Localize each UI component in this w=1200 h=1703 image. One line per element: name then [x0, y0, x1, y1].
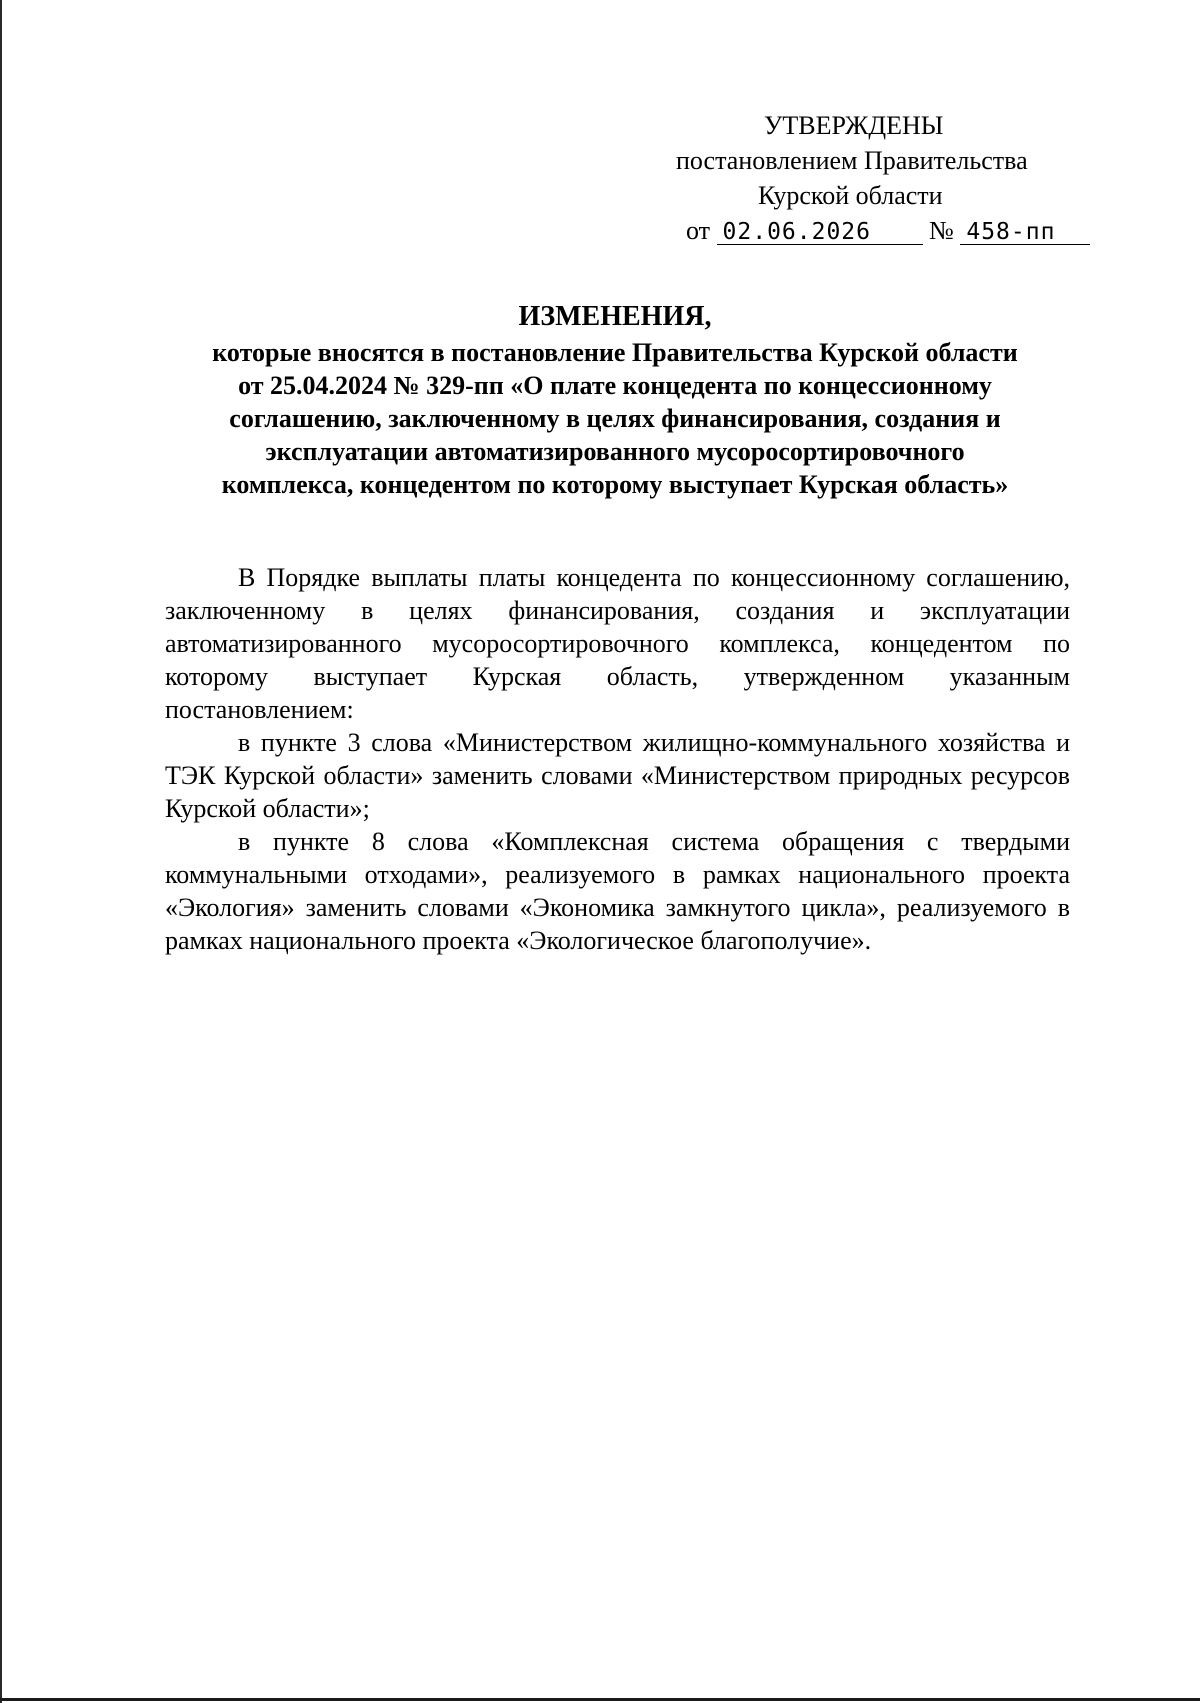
body-paragraph-3: в пункте 8 слова «Комплексная система обращения с твердыми коммунальными отходами», реализуемого в рамках национального проекта «Экология» заменить словами «Экономика замкнутого цикла», реализуемого в рамках национального проекта «Экологическое благополучие». [165, 827, 1070, 955]
decree-date: 02.06.2026 [717, 220, 923, 245]
scan-edge-bottom [0, 1698, 1200, 1701]
number-prefix: № [929, 216, 954, 245]
heading-line-1: которые вносятся в постановление Правительства Курской области [212, 338, 1018, 367]
approval-stamp-block [640, 108, 1100, 248]
heading-line-5: комплекса, концедентом по которому выступает Курская область» [221, 470, 1009, 499]
heading-line-3: соглашению, заключенному в целях финансирования, создания и [229, 404, 1001, 433]
date-prefix: от [686, 216, 711, 245]
heading-title: ИЗМЕНЕНИЯ, [518, 301, 712, 332]
document-heading [165, 300, 1065, 501]
approval-by-line: постановлением Правительства [676, 146, 1028, 175]
heading-line-4: эксплуатации автоматизированного мусоросортировочного [265, 437, 965, 466]
body-paragraph-2: в пункте 3 слова «Министерством жилищно-коммунального хозяйства и ТЭК Курской области» заменить словами «Министерством природных ресурсов Курской области»; [165, 728, 1070, 823]
body-paragraph-1: В Порядке выплаты платы концедента по концессионному соглашению, заключенному в целях финансирования, создания и эксплуатации автоматизированного мусоросортировочного комплекса, концедентом по которому выступает Курская область, утвержденном указанным постановлением: [165, 563, 1070, 724]
approval-status: УТВЕРЖДЕНЫ [764, 111, 944, 140]
scan-edge-left [0, 0, 2, 1703]
document-body [165, 561, 1070, 957]
approval-date-number-line [640, 213, 1100, 248]
approval-region: Курской области [758, 181, 943, 210]
heading-line-2: от 25.04.2024 № 329-пп «О плате концедента по концессионному [238, 371, 992, 400]
decree-number: 458-пп [960, 220, 1090, 245]
